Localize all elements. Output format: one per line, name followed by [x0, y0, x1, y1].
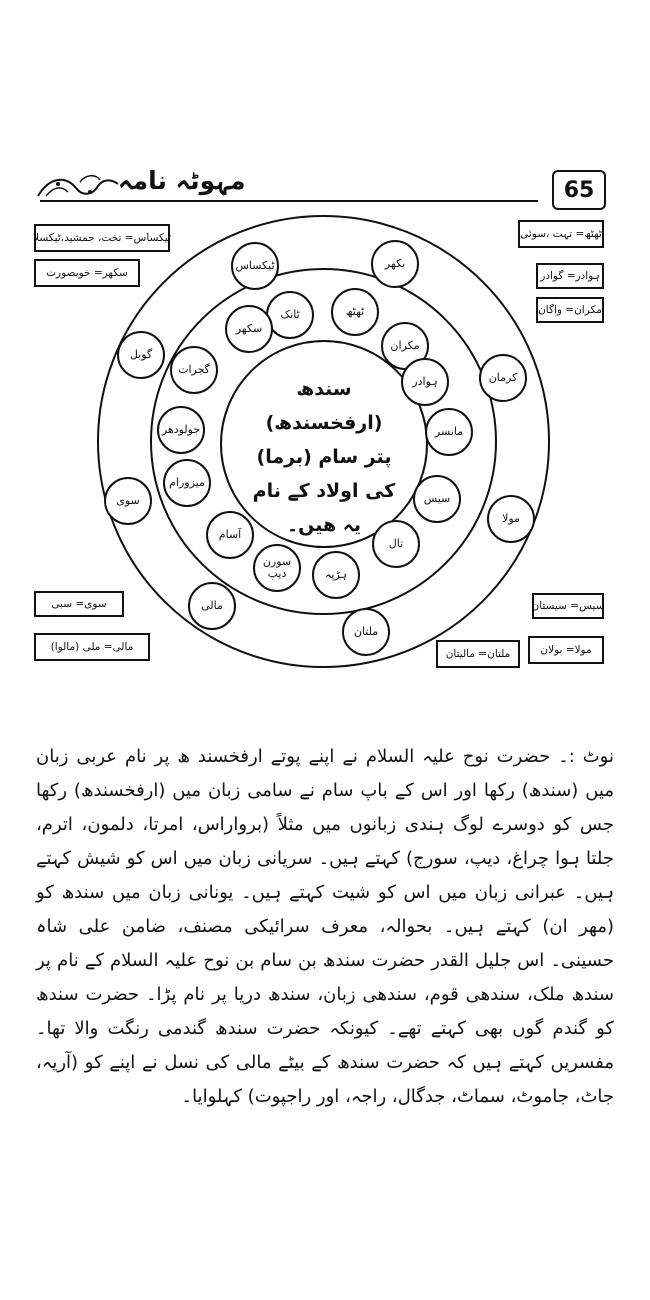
box-multan: ملتان= مالیتان [436, 640, 520, 668]
node-gujrat: گجرات [170, 346, 218, 394]
node-sais: سیس [413, 475, 461, 523]
center-line-3: کی اولاد کے نام [252, 480, 396, 502]
node-gowal: گوبل [117, 331, 165, 379]
node-bakhar: بکھر [371, 240, 419, 288]
node-thatta: ٹھٹھ [331, 288, 379, 336]
node-sorandeep: سورن دیپ [253, 544, 301, 592]
box-makran: مکران= واگان [536, 297, 604, 323]
node-mizoram: میزورام [163, 459, 211, 507]
box-sakkar: سکھر= خوبصورت [34, 259, 140, 287]
node-tilkasas: ٹیکساس [231, 242, 279, 290]
header-rule [40, 200, 538, 202]
center-line-1: سندھ (ارفخسندھ) [265, 378, 383, 434]
note-text: نوٹ :۔ حضرت نوح علیہ السلام نے اپنے پوتے ارفخسند ھ پر نام عربی زبان میں (سندھ) رکھا اور اس کے باپ سام نے سامی زبان میں (ارفخسندھ) رکھا جس کو دوسرے لوگ ہندی زبانوں میں مثلاً (برواراس، امرتا، دلمون، اترم، جلتا ہوا چراغ، دیپ، سورج) کہتے ہیں۔ سریانی زبان میں اس کو شیش کہتے ہیں۔ عبرانی زبان میں اس کو شیت کہتے ہیں۔ یونانی زبان میں سندھ کو (مھر ان) کہتے ہیں۔ بحوالہ، معرف سرائیکی مصنف، ضامن علی شاہ حسینی۔ اس جلیل القدر حضرت سندھ بن سام بن نوح علیہ السلام کے نام پر سندھ ملک، سندھی قوم، سندھی زبان، سندھ دریا پر نام پڑا۔ حضرت سندھ کو گندم گوں بھی کہتے تھے۔ کیونکہ حضرت سندھ گندمی رنگت والا تھا۔ مفسریں کہتے ہیں کہ حضرت سندھ کے بیٹے مالی کی نسل نے اپنے کو (آریہ، جاٹ، جاموٹ، سماٹ، جدگال، راجہ، اور راجپوت) کہلوایا۔ [36, 746, 614, 1107]
node-jaludhar: جولودھر [157, 406, 205, 454]
header-ornament-icon [36, 172, 120, 202]
node-mali: مالی [188, 582, 236, 630]
node-soi: سوی [104, 477, 152, 525]
box-thatta: ٹھٹھ= تہت ،سوئی [518, 220, 604, 248]
box-tilkasas: ٹیکساس= تخت، جمشید،ٹیکسلا [34, 224, 170, 252]
page-number: 65 [552, 170, 606, 210]
node-harappa: ہڑپہ [312, 551, 360, 599]
node-tak: ٹانک [266, 291, 314, 339]
box-soi: سوی= سبی [34, 591, 124, 617]
note-paragraph [36, 740, 614, 1114]
diagram-center-text [237, 372, 411, 542]
node-makran: مکران [381, 322, 429, 370]
box-hawadar: ہوادر= گوادر [536, 263, 604, 289]
node-maula: مولا [487, 495, 535, 543]
node-mansar: مانسر [425, 408, 473, 456]
node-karman: کرمان [479, 354, 527, 402]
node-asam: آسام [206, 511, 254, 559]
center-line-4: یہ ھیں۔ [286, 514, 362, 536]
box-maula: مولا= بولان [528, 636, 604, 664]
box-mali: مالی= ملی (مالوا) [34, 633, 150, 661]
node-sakkar: سکھر [225, 305, 273, 353]
center-line-2: پتر سام (برما) [256, 446, 392, 468]
node-multan: ملتان [342, 608, 390, 656]
box-sais: سیس= سیستان [532, 593, 604, 619]
node-hawadar: ہوادر [401, 358, 449, 406]
node-taal: تال [372, 520, 420, 568]
book-title: مہوٹہ نامہ [118, 166, 246, 195]
